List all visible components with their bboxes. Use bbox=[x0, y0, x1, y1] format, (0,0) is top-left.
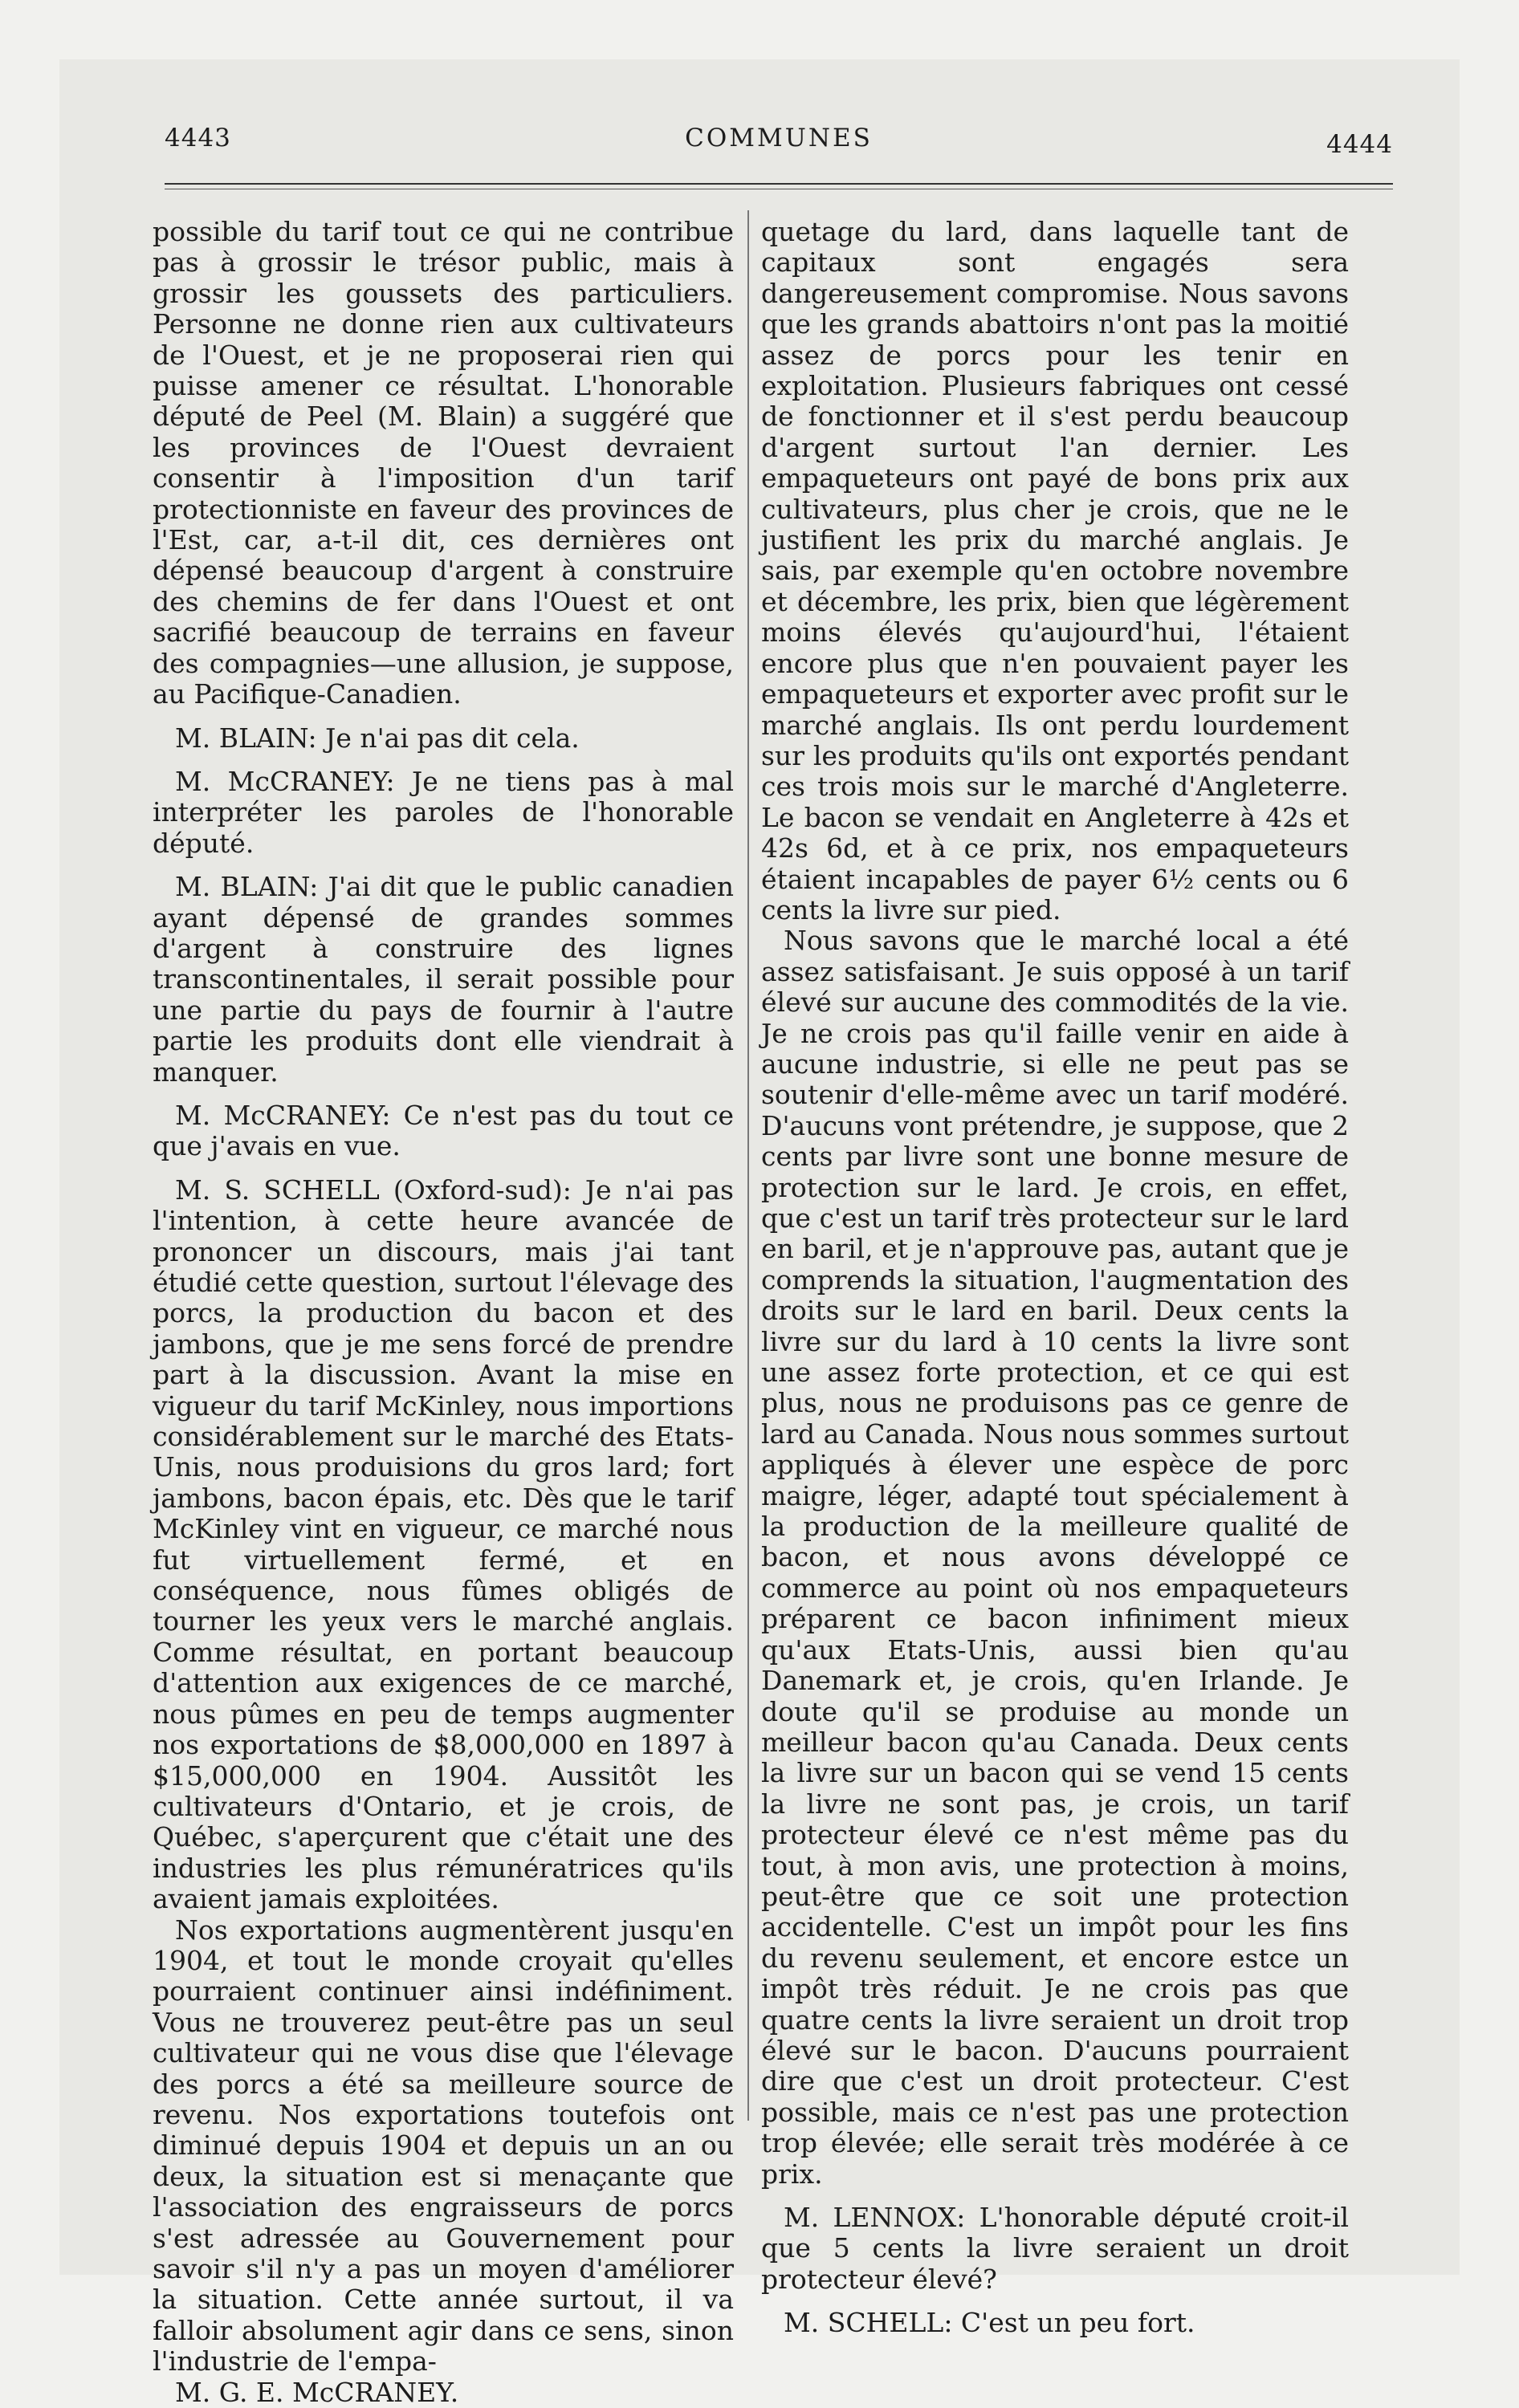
paragraph: M. SCHELL: C'est un peu fort. bbox=[784, 2307, 1195, 2339]
paragraph: M. McCRANEY: Je ne tiens pas à mal interpréter les paroles de l'honorable député. bbox=[153, 765, 734, 859]
paragraph: M. BLAIN: Je n'ai pas dit cela. bbox=[175, 722, 580, 754]
paragraph: Nos exportations augmentèrent jusqu'en 1904, et tout le monde croyait qu'elles pourraient continuer ainsi indéfiniment. Vous ne trouverez peut-être pas un seul cultivateur qui ne vous dise que l'élevage des porcs a été sa meilleure source de revenu. Nos exportations toutefois ont diminué depuis 1904 et depuis un an ou deux, la situation est si menaçante que l'association des engraisseurs de porcs s'est adressée au Gouvernement pour savoir s'il n'y a pas un moyen d'améliorer la situation. Cette année surtout, il va falloir absolument agir dans ce sens, sinon l'industrie de l'empa- bbox=[153, 1914, 734, 2377]
paragraph: M. McCRANEY: Ce n'est pas du tout ce que j'avais en vue. bbox=[153, 1099, 734, 1162]
page-number-left: 4443 bbox=[165, 124, 231, 153]
header-rule bbox=[165, 183, 1393, 189]
paragraph: Nous savons que le marché local a été assez satisfaisant. Je suis opposé à un tarif élevé sur aucune des commodités de la vie. Je ne crois pas qu'il faille venir en aide à aucune industrie, si elle ne peut pas se soutenir d'elle-même avec un tarif modéré. D'aucuns vont prétendre, je suppose, que 2 cents par livre sont une bonne mesure de protection sur le lard. Je crois, en effet, que c'est un tarif très protecteur sur le lard en baril, et je n'approuve pas, autant que je comprends la situation, l'augmentation des droits sur le lard en baril. Deux cents la livre sur du lard à 10 cents la livre sont une assez forte protection, et ce qui est plus, nous ne produisons pas ce genre de lard au Canada. Nous nous sommes surtout appliqués à élever une espèce de porc maigre, léger, adapté tout spécialement à la production de la meilleure qualité de bacon, et nous avons développé ce commerce au point où nos empaqueteurs préparent ce bacon infiniment mieux qu'aux Etats-Unis, aussi bien qu'au Danemark et, je crois, qu'en Irlande. Je doute qu'il se produise au monde un meilleur bacon qu'au Canada. Deux cents la livre sur un bacon qui se vend 15 cents la livre ne sont pas, je crois, un tarif protecteur élevé ce n'est même pas du tout, à mon avis, une protection à moins, peut-être que ce soit une protection accidentelle. C'est un impôt pour les fins du revenu seulement, et encore estce un impôt très réduit. Je ne crois pas que quatre cents la livre seraient un droit trop élevé sur le bacon. D'aucuns pourraient dire que c'est un droit protecteur. C'est possible, mais ce n'est pas une protection trop élevée; elle serait très modérée à ce prix. bbox=[761, 925, 1349, 2190]
page-number-right: 4444 bbox=[1326, 130, 1393, 159]
page-header bbox=[165, 120, 1393, 159]
paragraph: M. LENNOX: L'honorable député croit-il que 5 cents la livre seraient un droit protecteur élevé? bbox=[761, 2202, 1349, 2295]
paragraph: possible du tarif tout ce qui ne contribue pas à grossir le trésor public, mais à grossir les goussets des particuliers. Personne ne donne rien aux cultivateurs de l'Ouest, et je ne proposerai rien qui puisse amener ce résultat. L'honorable député de Peel (M. Blain) a suggéré que les provinces de l'Ouest devraient consentir à l'imposition d'un tarif protectionniste en faveur des provinces de l'Est, car, a-t-il dit, ces dernières ont dépensé beaucoup d'argent à construire des chemins de fer dans l'Ouest et ont sacrifié beaucoup de terrains en faveur des compagnies—une allusion, je suppose, au Pacifique-Canadien. bbox=[153, 216, 734, 710]
paragraph: quetage du lard, dans laquelle tant de capitaux sont engagés sera dangereusement compromise. Nous savons que les grands abattoirs n'ont pas la moitié assez de porcs pour les tenir en exploitation. Plusieurs fabriques ont cessé de fonctionner et il s'est perdu beaucoup d'argent surtout l'an dernier. Les empaqueteurs ont payé de bons prix aux cultivateurs, plus cher je crois, que ne le justifient les prix du marché anglais. Je sais, par exemple qu'en octobre novembre et décembre, les prix, bien que légèrement moins élevés qu'aujourd'hui, l'étaient encore plus que n'en pouvaient payer les empaqueteurs et exporter avec profit sur le marché anglais. Ils ont perdu lourdement sur les produits qu'ils ont exportés pendant ces trois mois sur le marché d'Angleterre. Le bacon se vendait en Angleterre à 42s et 42s 6d, et à ce prix, nos empaqueteurs étaient incapables de payer 6½ cents ou 6 cents la livre sur pied. bbox=[761, 216, 1349, 925]
paragraph: M. BLAIN: J'ai dit que le public canadien ayant dépensé de grandes sommes d'argent à construire des lignes transcontinentales, il serait possible pour une partie du pays de fournir à l'autre partie les produits dont elle viendrait à manquer. bbox=[153, 871, 734, 1088]
signature: M. G. E. McCRANEY. bbox=[175, 2376, 459, 2408]
right-column bbox=[761, 217, 1349, 2339]
running-title: COMMUNES bbox=[685, 124, 873, 153]
column-divider bbox=[747, 210, 749, 2121]
paragraph: M. S. SCHELL (Oxford-sud): Je n'ai pas l'intention, à cette heure avancée de prononcer un discours, mais j'ai tant étudié cette question, surtout l'élevage des porcs, la production du bacon et des jambons, que je me sens forcé de prendre part à la discussion. Avant la mise en vigueur du tarif McKinley, nous importions considérablement sur le marché des Etats-Unis, nous produisions du gros lard; fort jambons, bacon épais, etc. Dès que le tarif McKinley vint en vigueur, ce marché nous fut virtuellement fermé, et en conséquence, nous fûmes obligés de tourner les yeux vers le marché anglais. Comme résultat, en portant beaucoup d'attention aux exigences de ce marché, nous pûmes en peu de temps augmenter nos exportations de $8,000,000 en 1897 à $15,000,000 en 1904. Aussitôt les cultivateurs d'Ontario, et je crois, de Québec, s'aperçurent que c'était une des industries les plus rémunératrices qu'ils avaient jamais exploitées. bbox=[153, 1173, 734, 1915]
left-column bbox=[153, 217, 734, 2408]
